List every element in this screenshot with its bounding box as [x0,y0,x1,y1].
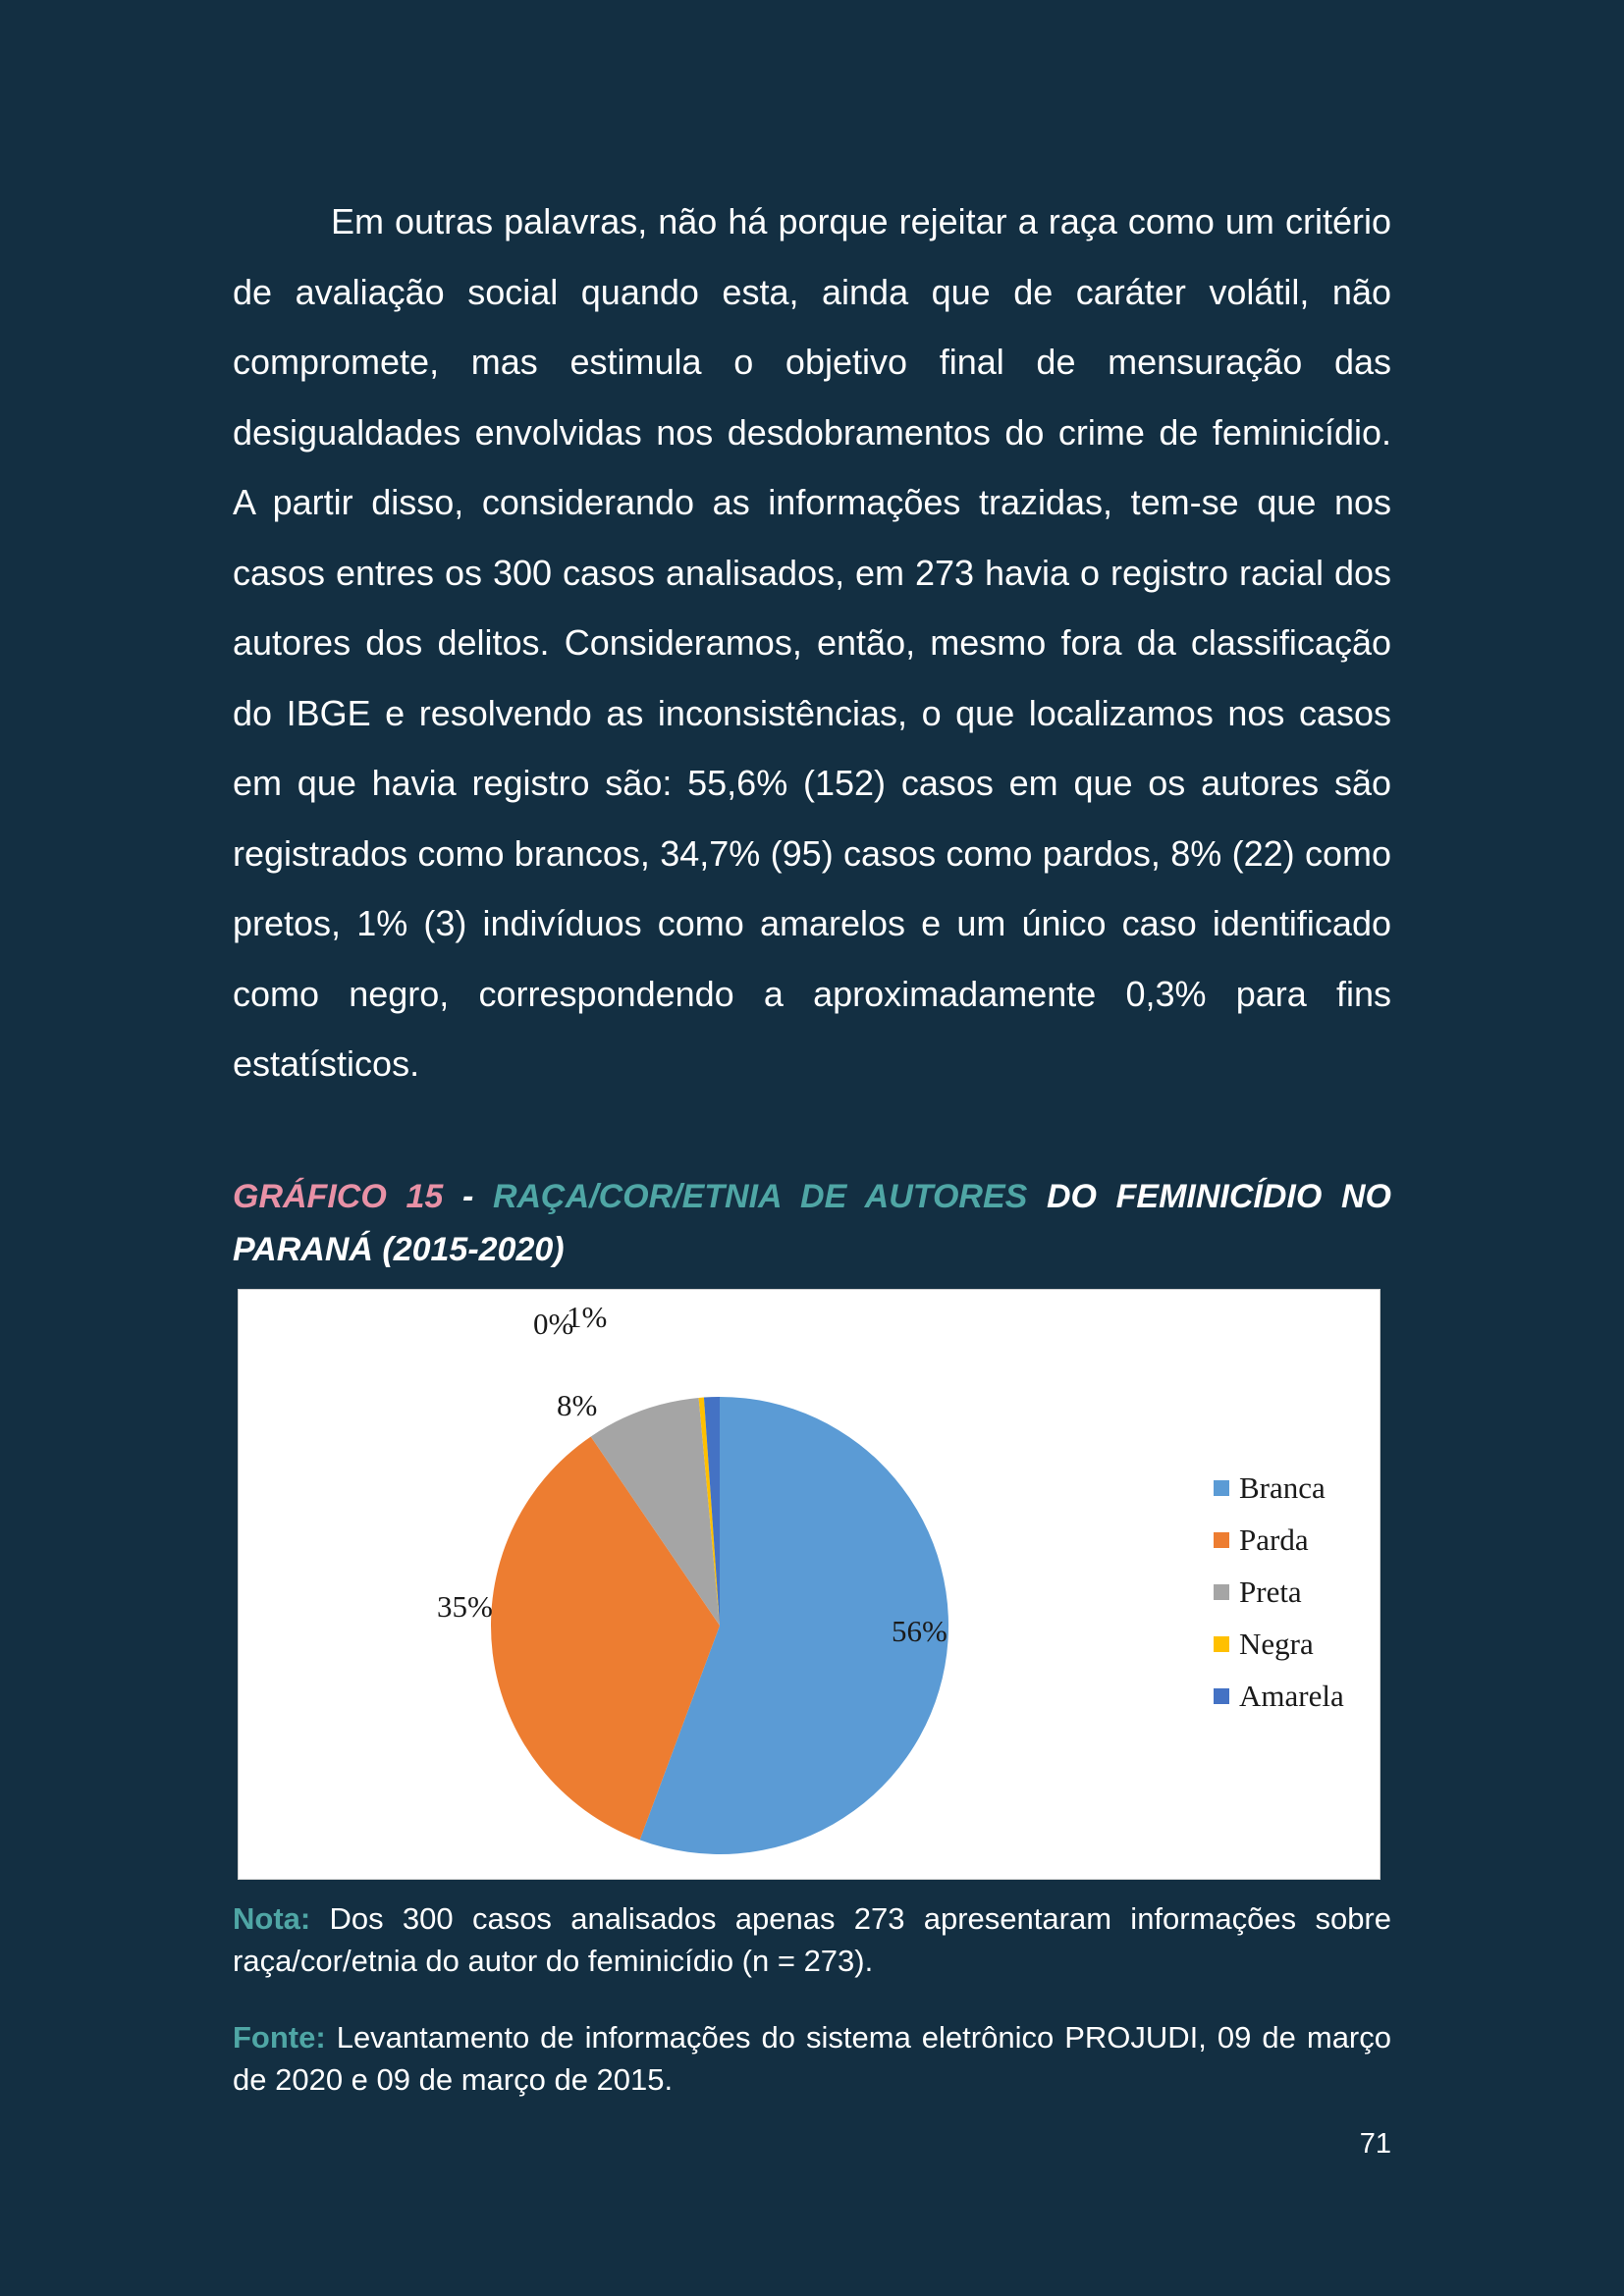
slice-label-parda: 35% [437,1589,493,1624]
source-text: Levantamento de informações do sistema eletrônico PROJUDI, 09 de março de 2020 e 09 de março de 2015. [233,2020,1391,2097]
chart-title-number: GRÁFICO 15 [233,1178,444,1215]
legend-label: Branca [1239,1469,1326,1505]
chart-legend [1214,1462,1344,1722]
slice-label-amarela: 1% [567,1300,608,1334]
legend-swatch [1214,1584,1229,1600]
source-label: Fonte: [233,2020,326,2055]
legend-item-amarela [1214,1670,1344,1722]
note-label: Nota: [233,1901,311,1936]
chart-title-separator: - [443,1178,493,1215]
chart-note [233,1897,1391,1982]
body-text [233,187,1391,1099]
chart-source [233,2016,1391,2101]
pie-chart [238,1289,1380,1880]
legend-item-negra [1214,1618,1344,1670]
legend-swatch [1214,1532,1229,1548]
legend-label: Amarela [1239,1678,1344,1713]
chart-title [233,1170,1391,1276]
pie-chart-svg [239,1290,1380,1879]
legend-item-parda [1214,1514,1344,1566]
legend-swatch [1214,1636,1229,1652]
legend-label: Negra [1239,1626,1314,1661]
legend-swatch [1214,1480,1229,1496]
note-text: Dos 300 casos analisados apenas 273 apresentaram informações sobre raça/cor/etnia do autor do feminicídio (n = 273). [233,1901,1391,1978]
legend-label: Parda [1239,1522,1309,1557]
chart-title-subject: RAÇA/COR/ETNIA DE AUTORES [492,1178,1028,1215]
slice-label-branca: 56% [892,1614,947,1648]
legend-item-preta [1214,1566,1344,1618]
chart-title-rest: DO FEMINICÍDIO NO PARANÁ (2015-2020) [233,1178,1391,1268]
legend-label: Preta [1239,1574,1302,1609]
slice-label-negra: 0% [533,1307,574,1341]
page-number: 71 [1359,2128,1391,2160]
slice-label-preta: 8% [557,1388,598,1422]
legend-swatch [1214,1688,1229,1704]
body-paragraph: Em outras palavras, não há porque rejeitar a raça como um critério de avaliação social quando esta, ainda que de caráter volátil, não compromete, mas estimula o objetivo final de mensuração das desigualdades envolvidas nos desdobramentos do crime de feminicídio. A partir disso, considerando as informações trazidas, tem-se que nos casos entres os 300 casos analisados, em 273 havia o registro racial dos autores dos delitos. Consideramos, então, mesmo fora da classificação do IBGE e resolvendo as inconsistências, o que localizamos nos casos em que havia registro são: 55,6% (152) casos em que os autores são registrados como brancos, 34,7% (95) casos como pardos, 8% (22) como pretos, 1% (3) indivíduos como amarelos e um único caso identificado como negro, correspondendo a aproximadamente 0,3% para fins estatísticos. [233,201,1391,1084]
legend-item-branca [1214,1462,1344,1514]
